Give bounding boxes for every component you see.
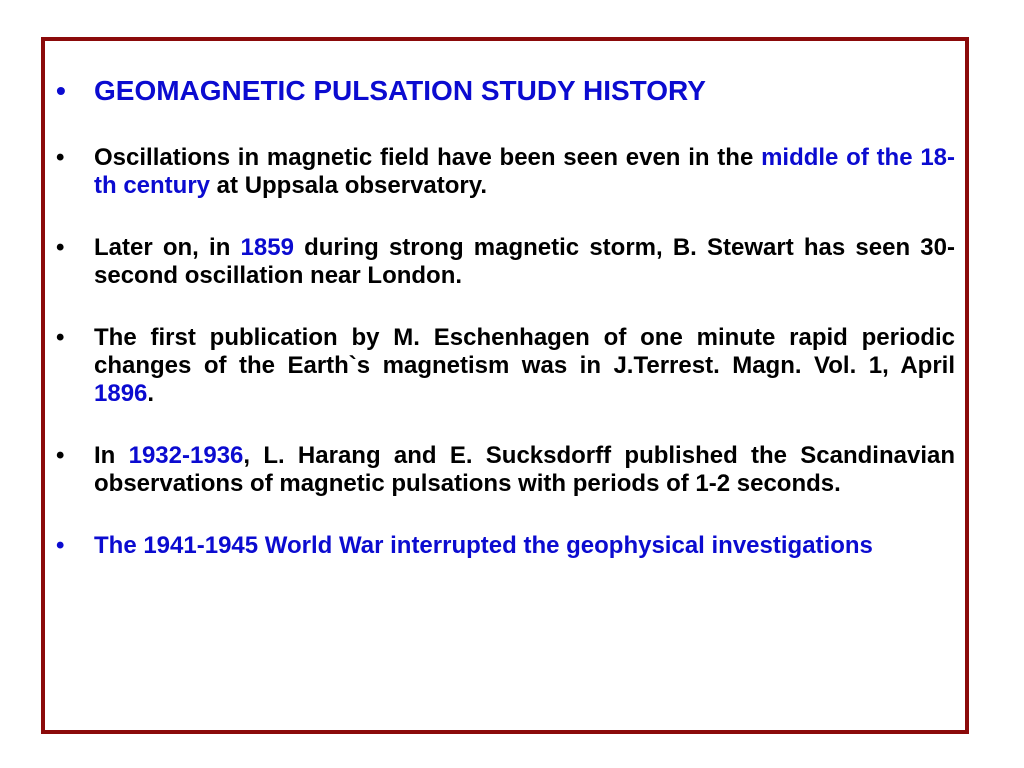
item-text: In — [94, 442, 129, 469]
bullet-icon: • — [56, 324, 65, 351]
bullet-icon: • — [56, 442, 65, 469]
item-highlight: 1896 — [94, 380, 148, 407]
title-text: GEOMAGNETIC PULSATION STUDY HISTORY — [94, 75, 706, 106]
bullet-item-eschenhagen — [56, 324, 955, 408]
item-highlight: 1859 — [240, 234, 294, 261]
item-text: Oscillations in magnetic field have been seen even in the — [94, 144, 762, 171]
item-text: Later on, in — [94, 234, 241, 261]
item-text: during strong magnetic storm, B. Stewart has seen 30-second oscillation near London. — [94, 234, 955, 289]
bullet-item-harang — [56, 442, 955, 498]
bullet-item-stewart — [56, 234, 955, 290]
slide-content — [56, 74, 955, 560]
bullet-item-world-war — [56, 532, 955, 560]
item-text: , L. Harang and E. Sucksdorff published the Scandinavian observations of magnetic pulsations with periods of 1-2 seconds. — [94, 442, 956, 497]
slide-title — [56, 74, 955, 108]
bullet-icon: • — [56, 532, 65, 559]
item-highlight: The 1941-1945 World War interrupted the geophysical investigations — [94, 532, 873, 559]
bullet-icon: • — [56, 75, 66, 106]
item-highlight: middle of the 18-th century — [94, 144, 956, 199]
bullet-icon: • — [56, 234, 65, 261]
item-text: . — [147, 380, 155, 407]
bullet-icon: • — [56, 144, 65, 171]
item-text: The first publication by M. Eschenhagen of one minute rapid periodic changes of the Earth`s magnetism was in J.Terrest. Magn. Vol. 1, April — [94, 324, 955, 379]
bullet-item-uppsala — [56, 144, 955, 200]
item-text: at Uppsala observatory. — [210, 172, 487, 199]
item-highlight: 1932-1936 — [128, 442, 244, 469]
